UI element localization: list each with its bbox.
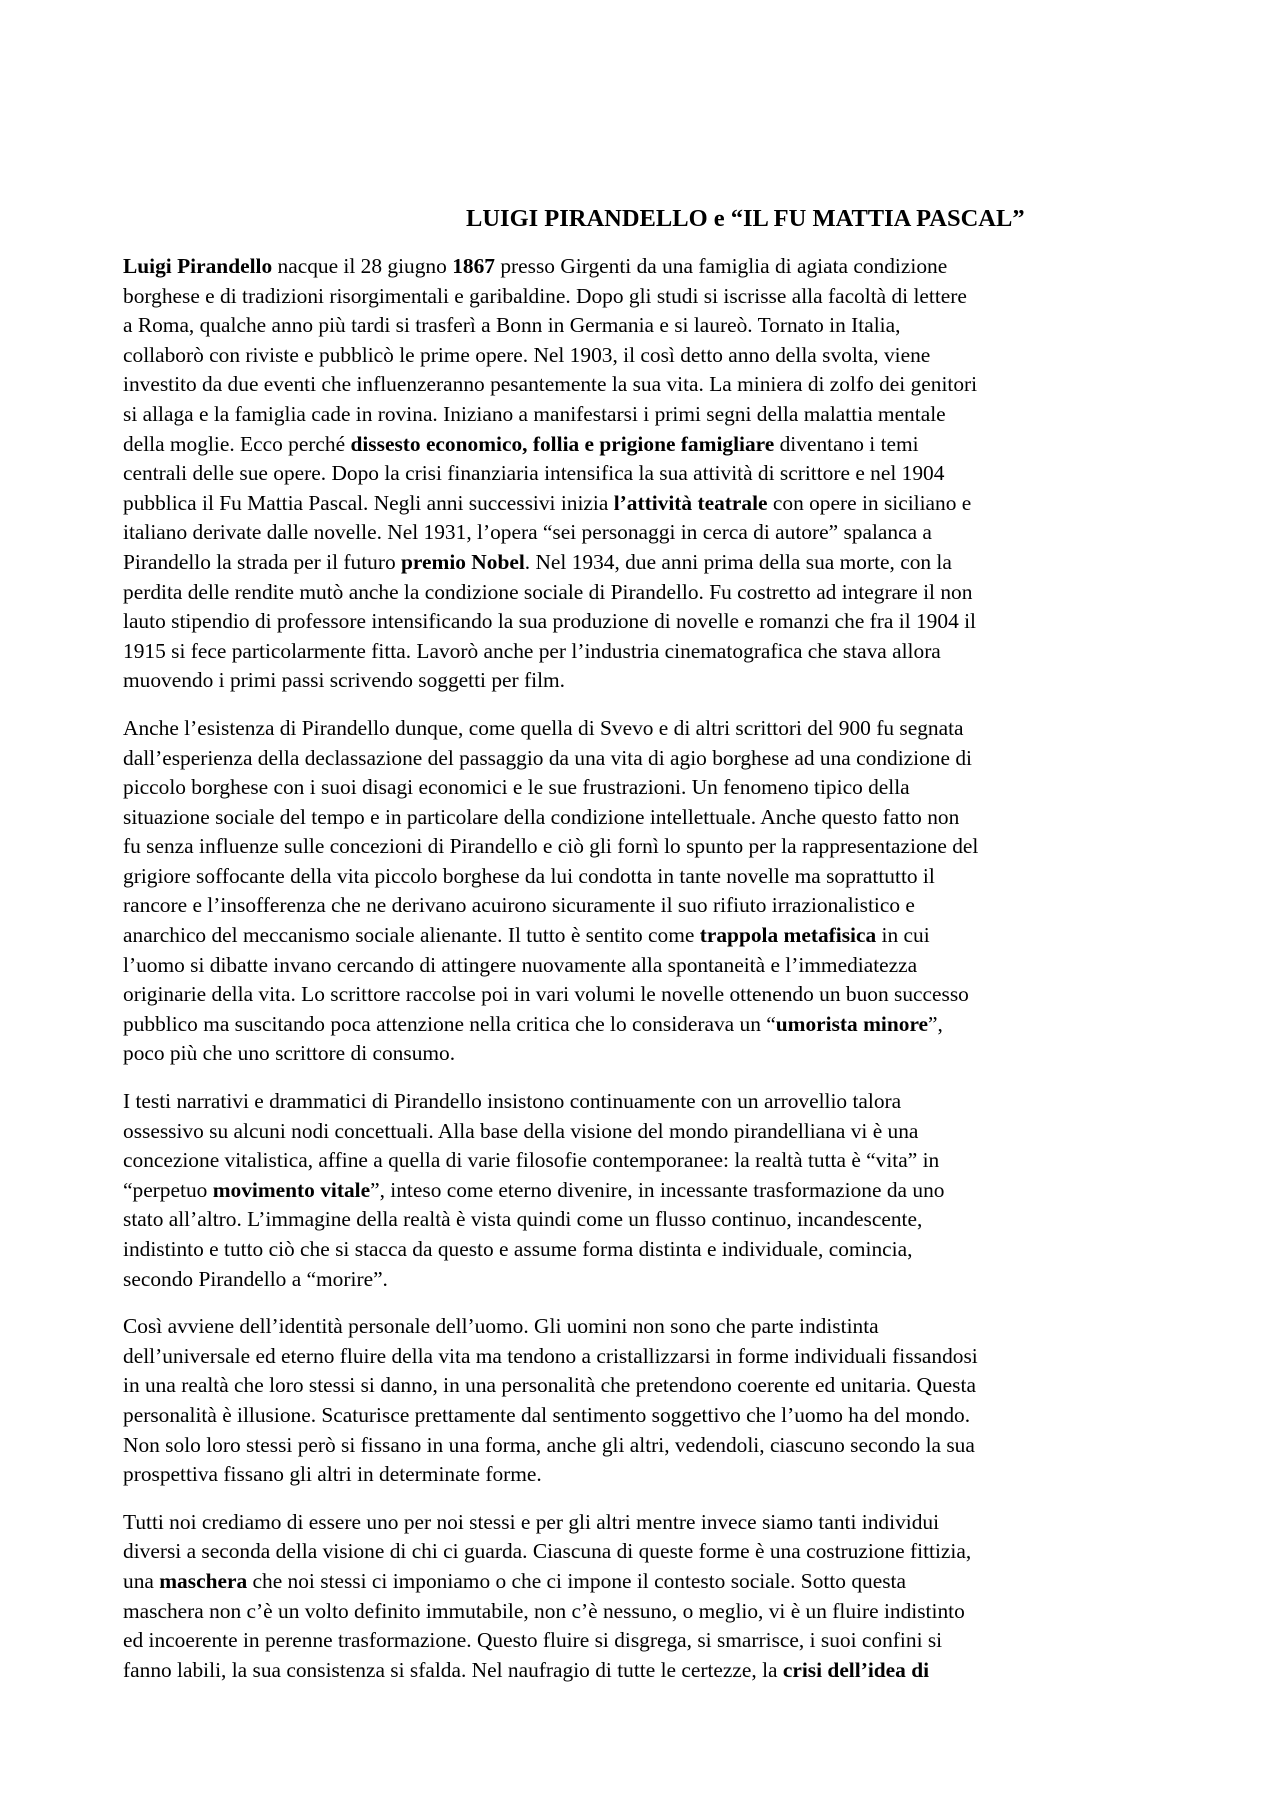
text-run: fanno labili, la sua consistenza si sfalda. Nel naufragio di tutte le certezze, la: [123, 1657, 783, 1682]
text-line: [123, 744, 1163, 774]
text-line: [123, 862, 1163, 892]
text-run: I testi narrativi e drammatici di Pirandello insistono continuamente con un arrovellio talora: [123, 1089, 902, 1114]
text-run: ”, inteso come eterno divenire, in incessante trasformazione da uno: [370, 1177, 945, 1202]
text-run: ”,: [928, 1011, 943, 1036]
text-run: lauto stipendio di professore intensificando la sua produzione di novelle e romanzi che fra il 1904 il: [123, 609, 977, 634]
text-run: originarie della vita. Lo scrittore raccolse poi in vari volumi le novelle ottenendo un buon successo: [123, 982, 969, 1007]
text-line: [123, 607, 1163, 637]
text-line: [123, 951, 1163, 981]
text-line: [123, 714, 1163, 744]
text-line: [123, 921, 1163, 951]
text-line: [123, 430, 1163, 460]
bold-text: 1867: [452, 254, 495, 278]
bold-text: Luigi Pirandello: [123, 254, 273, 278]
paragraph-1: [123, 252, 1163, 696]
text-run: una: [123, 1568, 160, 1593]
bold-text: l’attività teatrale: [613, 490, 768, 515]
bold-text: movimento vitale: [212, 1177, 371, 1202]
text-line: [123, 459, 1163, 489]
text-run: Pirandello la strada per il futuro: [123, 549, 401, 574]
text-line: [123, 518, 1163, 548]
text-run: Non solo loro stessi però si fissano in una forma, anche gli altri, vedendoli, ciascuno secondo la sua: [123, 1432, 975, 1457]
text-line: [123, 1205, 1163, 1235]
document-body: [123, 252, 1163, 1703]
text-line: [123, 637, 1163, 667]
text-line: [123, 803, 1163, 833]
paragraph-5: [123, 1508, 1163, 1686]
text-run: situazione sociale del tempo e in particolare della condizione intellettuale. Anche questo fatto non: [123, 804, 960, 829]
text-run: 1915 si fece particolarmente fitta. Lavorò anche per l’industria cinematografica che stava allora: [123, 638, 941, 663]
text-line: [123, 1312, 1163, 1342]
text-run: grigiore soffocante della vita piccolo borghese da lui condotta in tante novelle ma soprattutto il: [123, 863, 935, 888]
text-run: Tutti noi crediamo di essere uno per noi stessi e per gli altri mentre invece siamo tanti individui: [123, 1509, 940, 1534]
text-line: [123, 1371, 1163, 1401]
text-line: [123, 1176, 1163, 1206]
text-run: della moglie. Ecco perché: [123, 431, 351, 456]
text-run: in una realtà che loro stessi si danno, in una personalità che pretendono coerente ed unitaria. Questa: [123, 1373, 976, 1398]
text-line: [123, 1656, 1163, 1686]
text-run: fu senza influenze sulle concezioni di Pirandello e ciò gli fornì lo spunto per la rappresentazione del: [123, 834, 979, 859]
bold-text: trappola metafisica: [699, 923, 877, 948]
text-run: nacque il 28 giugno: [272, 254, 453, 278]
text-run: perdita delle rendite mutò anche la condizione sociale di Pirandello. Fu costretto ad integrare il non: [123, 579, 973, 604]
text-line: [123, 1626, 1163, 1656]
text-line: [123, 252, 1163, 282]
text-line: [123, 400, 1163, 430]
text-run: ed incoerente in perenne trasformazione. Questo fluire si disgrega, si smarrisce, i suoi confini si: [123, 1628, 943, 1653]
text-line: [123, 1039, 1163, 1069]
text-run: diversi a seconda della visione di chi ci guarda. Ciascuna di queste forme è una costruzione fittizia,: [123, 1539, 972, 1564]
text-run: si allaga e la famiglia cade in rovina. Iniziano a manifestarsi i primi segni della malattia mentale: [123, 401, 946, 426]
text-line: [123, 980, 1163, 1010]
text-line: [123, 1265, 1163, 1295]
text-run: Anche l’esistenza di Pirandello dunque, come quella di Svevo e di altri scrittori del 900 fu segnata: [123, 715, 964, 740]
text-run: centrali delle sue opere. Dopo la crisi finanziaria intensifica la sua attività di scrittore e nel 1904: [123, 461, 945, 486]
text-run: collaborò con riviste e pubblicò le prime opere. Nel 1903, il così detto anno della svolta, viene: [123, 342, 931, 367]
text-line: [123, 1508, 1163, 1538]
text-run: presso Girgenti da una famiglia di agiata condizione: [494, 254, 948, 278]
text-line: [123, 1010, 1163, 1040]
text-line: [123, 773, 1163, 803]
text-run: che noi stessi ci imponiamo o che ci impone il contesto sociale. Sotto questa: [247, 1568, 906, 1593]
text-line: [123, 548, 1163, 578]
bold-text: maschera: [159, 1568, 248, 1593]
text-line: [123, 1401, 1163, 1431]
text-line: [123, 1117, 1163, 1147]
text-run: investito da due eventi che influenzeranno pesantemente la sua vita. La miniera di zolfo dei genitori: [123, 372, 978, 397]
text-run: diventano i temi: [774, 431, 919, 456]
text-line: [123, 1537, 1163, 1567]
text-line: [123, 1597, 1163, 1627]
text-line: [123, 1460, 1163, 1490]
text-line: [123, 1235, 1163, 1265]
text-run: rancore e l’insofferenza che ne derivano acuirono sicuramente il suo rifiuto irrazionalistico e: [123, 893, 915, 918]
text-run: anarchico del meccanismo sociale alienante. Il tutto è sentito come: [123, 923, 700, 948]
text-run: ossessivo su alcuni nodi concettuali. Alla base della visione del mondo pirandelliana vi è una: [123, 1118, 919, 1143]
text-run: poco più che uno scrittore di consumo.: [123, 1041, 456, 1066]
text-run: a Roma, qualche anno più tardi si trasferì a Bonn in Germania e si laureò. Tornato in Italia,: [123, 313, 901, 338]
text-run: prospettiva fissano gli altri in determinate forme.: [123, 1462, 542, 1487]
text-line: [123, 891, 1163, 921]
text-run: indistinto e tutto ciò che si stacca da questo e assume forma distinta e individuale, comincia,: [123, 1237, 913, 1261]
text-run: personalità è illusione. Scaturisce prettamente dal sentimento soggettivo che l’uomo ha del mondo.: [123, 1402, 971, 1427]
bold-text: dissesto economico, follia e prigione famigliare: [350, 431, 775, 456]
text-line: [123, 311, 1163, 341]
paragraph-3: [123, 1087, 1163, 1294]
text-line: [123, 832, 1163, 862]
text-run: maschera non c’è un volto definito immutabile, non c’è nessuno, o meglio, vi è un fluire indistinto: [123, 1598, 965, 1623]
text-run: dell’universale ed eterno fluire della vita ma tendono a cristallizzarsi in forme individuali fissandosi: [123, 1343, 978, 1368]
text-line: [123, 1431, 1163, 1461]
text-line: [123, 341, 1163, 371]
text-line: [123, 1087, 1163, 1117]
text-run: “perpetuo: [123, 1177, 213, 1202]
text-run: borghese e di tradizioni risorgimentali e garibaldine. Dopo gli studi si iscrisse alla facoltà di lettere: [123, 283, 967, 308]
bold-text: premio Nobel: [401, 549, 525, 574]
paragraph-4: [123, 1312, 1163, 1490]
text-run: dall’esperienza della declassazione del passaggio da una vita di agio borghese ad una condizione di: [123, 745, 972, 770]
text-run: secondo Pirandello a “morire”.: [123, 1266, 388, 1291]
text-line: [123, 578, 1163, 608]
paragraph-2: [123, 714, 1163, 1069]
text-run: stato all’altro. L’immagine della realtà è vista quindi come un flusso continuo, incandescente,: [123, 1207, 923, 1232]
text-run: in cui: [876, 923, 930, 948]
text-run: l’uomo si dibatte invano cercando di attingere nuovamente alla spontaneità e l’immediatezza: [123, 952, 918, 977]
text-run: piccolo borghese con i suoi disagi economici e le sue frustrazioni. Un fenomeno tipico della: [123, 775, 910, 800]
text-run: con opere in siciliano e: [767, 490, 972, 515]
text-run: pubblico ma suscitando poca attenzione nella critica che lo considerava un “: [123, 1011, 776, 1036]
text-run: italiano derivate dalle novelle. Nel 1931, l’opera “sei personaggi in cerca di autore” spalanca a: [123, 520, 932, 545]
document-title: LUIGI PIRANDELLO e “IL FU MATTIA PASCAL”: [466, 205, 1025, 232]
text-line: [123, 1567, 1163, 1597]
text-run: Così avviene dell’identità personale dell’uomo. Gli uomini non sono che parte indistinta: [123, 1314, 879, 1339]
text-line: [123, 370, 1163, 400]
text-line: [123, 489, 1163, 519]
text-line: [123, 666, 1163, 696]
text-line: [123, 282, 1163, 312]
text-line: [123, 1342, 1163, 1372]
text-run: . Nel 1934, due anni prima della sua morte, con la: [524, 549, 952, 574]
bold-text: umorista minore: [775, 1011, 929, 1036]
bold-text: crisi dell’idea di: [782, 1657, 930, 1682]
text-run: pubblica il Fu Mattia Pascal. Negli anni successivi inizia: [123, 490, 614, 515]
text-run: muovendo i primi passi scrivendo soggetti per film.: [123, 668, 566, 693]
text-run: concezione vitalistica, affine a quella di varie filosofie contemporanee: la realtà tutta è “vita” in: [123, 1148, 940, 1173]
text-line: [123, 1146, 1163, 1176]
